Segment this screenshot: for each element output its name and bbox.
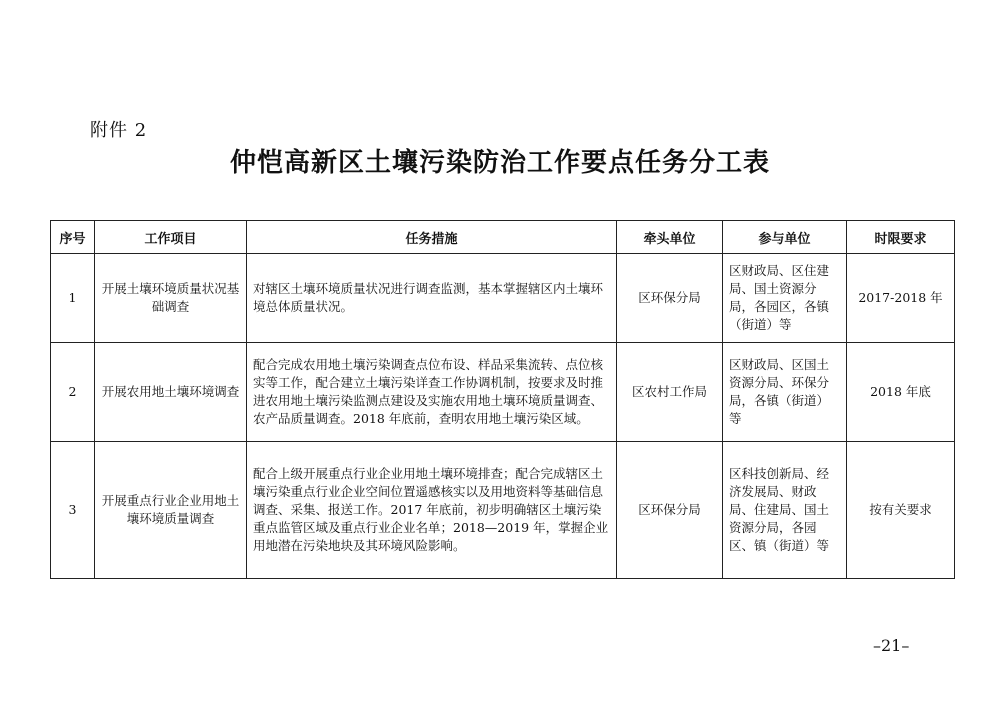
row-number: 2	[51, 343, 95, 442]
work-project: 开展土壤环境质量状况基础调查	[95, 254, 247, 343]
task-measures: 对辖区土壤环境质量状况进行调查监测，基本掌握辖区内土壤环境总体质量状况。	[247, 254, 617, 343]
work-project: 开展重点行业企业用地土壤环境质量调查	[95, 442, 247, 579]
participant-units: 区财政局、区住建局、国土资源分局，各园区，各镇（街道）等	[723, 254, 847, 343]
table-row	[51, 254, 955, 343]
header-deadline: 时限要求	[847, 221, 955, 254]
page-number: –21–	[873, 636, 910, 655]
task-measures: 配合完成农用地土壤污染调查点位布设、样品采集流转、点位核实等工作，配合建立土壤污染详查工作协调机制，按要求及时推进农用地土壤污染监测点建设及实施农用地土壤环境质量调查、农产品质量调查。2018 年底前，查明农用地土壤污染区域。	[247, 343, 617, 442]
header-no: 序号	[51, 221, 95, 254]
lead-unit: 区农村工作局	[617, 343, 723, 442]
row-number: 3	[51, 442, 95, 579]
lead-unit: 区环保分局	[617, 442, 723, 579]
header-participant-units: 参与单位	[723, 221, 847, 254]
header-measures: 任务措施	[247, 221, 617, 254]
deadline: 2017-2018 年	[847, 254, 955, 343]
deadline: 按有关要求	[847, 442, 955, 579]
task-measures: 配合上级开展重点行业企业用地土壤环境排查；配合完成辖区土壤污染重点行业企业空间位置遥感核实以及用地资料等基础信息调查、采集、报送工作。2017 年底前，初步明确辖区土壤污染重点监管区域及重点行业企业名单；2018—2019 年，掌握企业用地潜在污染地块及其环境风险影响。	[247, 442, 617, 579]
table-row	[51, 442, 955, 579]
attachment-label: 附件 2	[90, 120, 148, 141]
lead-unit: 区环保分局	[617, 254, 723, 343]
table-header-row	[51, 221, 955, 254]
header-lead-unit: 牵头单位	[617, 221, 723, 254]
participant-units: 区科技创新局、经济发展局、财政局、住建局、国土资源分局，各园区、镇（街道）等	[723, 442, 847, 579]
header-project: 工作项目	[95, 221, 247, 254]
participant-units: 区财政局、区国土资源分局、环保分局，各镇（街道）等	[723, 343, 847, 442]
work-project: 开展农用地土壤环境调查	[95, 343, 247, 442]
task-table	[50, 220, 955, 579]
deadline: 2018 年底	[847, 343, 955, 442]
row-number: 1	[51, 254, 95, 343]
document-title: 仲恺高新区土壤污染防治工作要点任务分工表	[229, 148, 770, 178]
table-row	[51, 343, 955, 442]
